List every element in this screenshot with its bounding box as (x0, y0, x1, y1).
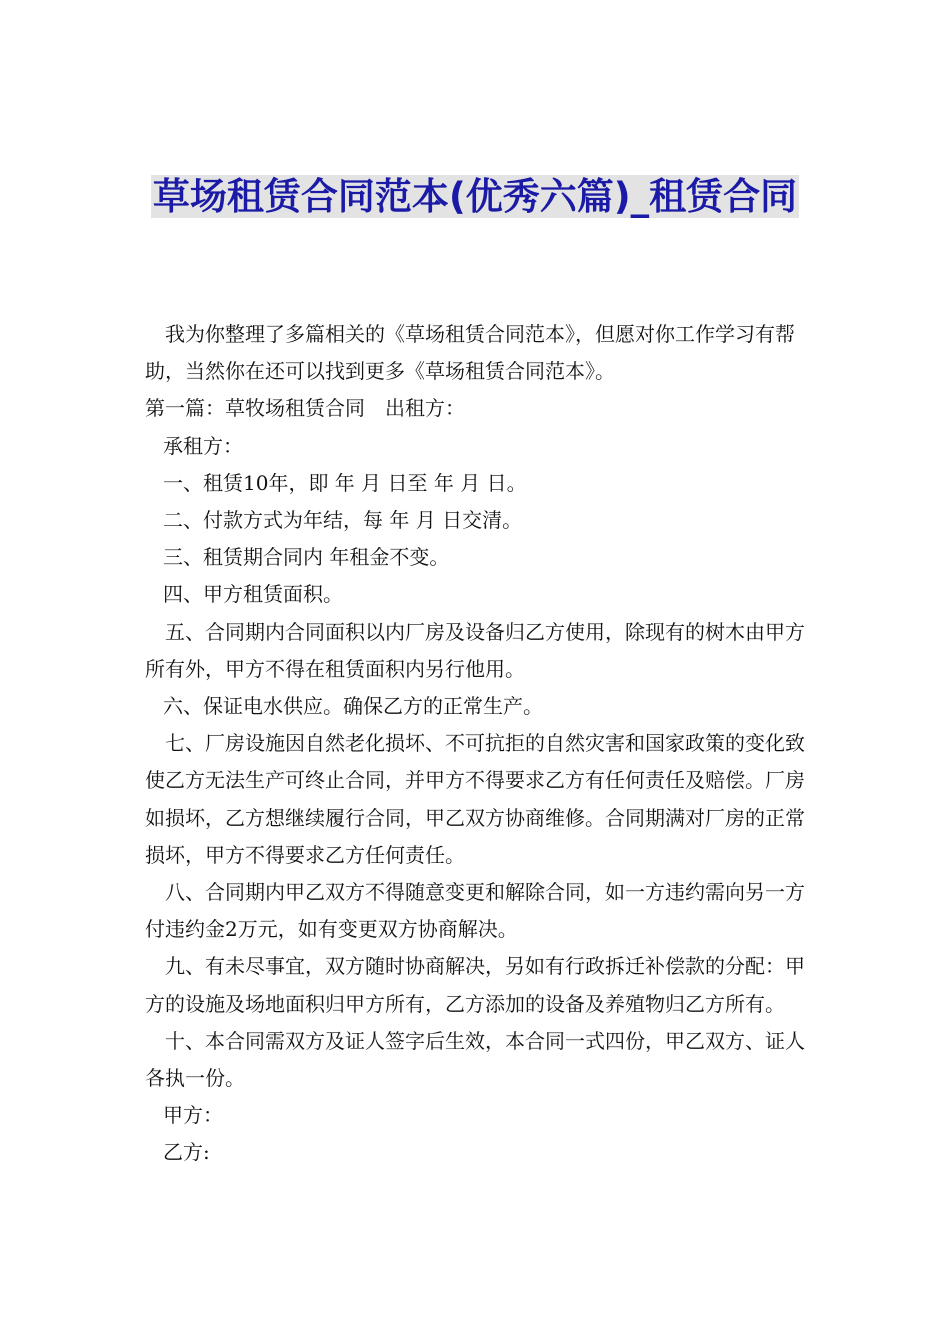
clause-4: 四、甲方租赁面积。 (163, 582, 343, 607)
document-title (140, 172, 810, 222)
clause-9: 九、有未尽事宜，双方随时协商解决，另如有行政拆迁补偿款的分配：甲方的设施及场地面积归甲方所有，乙方添加的设备及养殖物归乙方所有。 (145, 954, 805, 1016)
chapter-heading: 第一篇：草牧场租赁合同 出租方： (145, 396, 465, 421)
clause-5: 五、合同期内合同面积以内厂房及设备归乙方使用，除现有的树木由甲方所有外，甲方不得在租赁面积内另行他用。 (145, 619, 805, 681)
clause-2: 二、付款方式为年结，每 年 月 日交清。 (163, 508, 523, 533)
lessee-line: 承租方： (163, 433, 243, 458)
party-a-signature-line: 甲方： (163, 1103, 223, 1128)
clause-6: 六、保证电水供应。确保乙方的正常生产。 (163, 694, 543, 719)
clause-10: 十、本合同需双方及证人签字后生效，本合同一式四份，甲乙双方、证人各执一份。 (145, 1028, 805, 1091)
document-body (145, 316, 810, 1172)
clause-3: 三、租赁期合同内 年租金不变。 (163, 545, 450, 570)
party-b-signature-line: 乙方: (163, 1140, 210, 1165)
clause-8: 八、合同期内甲乙双方不得随意变更和解除合同，如一方违约需向另一方付违约金2万元，如有变更双方协商解决。 (145, 880, 805, 942)
document-title-text: 草场租赁合同范本(优秀六篇)_租赁合同 (152, 175, 798, 218)
clause-1: 一、租赁10年，即 年 月 日至 年 月 日。 (163, 470, 527, 495)
clause-7: 七、厂房设施因自然老化损坏、不可抗拒的自然灾害和国家政策的变化致使乙方无法生产可终止合同，并甲方不得要求乙方有任何责任及赔偿。厂房如损坏，乙方想继续履行合同，甲乙双方协商维修。合同期满对厂房的正常损坏，甲方不得要求乙方任何责任。 (145, 731, 805, 867)
intro-paragraph: 我为你整理了多篇相关的《草场租赁合同范本》，但愿对你工作学习有帮助，当然你在还可以找到更多《草场租赁合同范本》。 (145, 322, 795, 384)
